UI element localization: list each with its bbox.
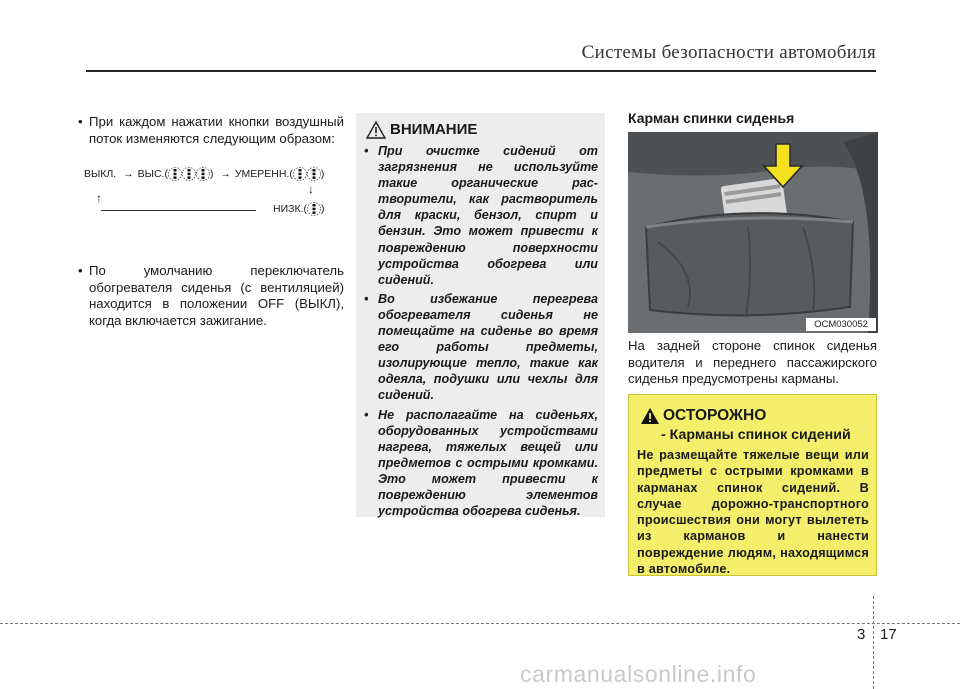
caution-box	[356, 113, 605, 517]
fan-level-icon	[307, 166, 321, 182]
fan-level-icon	[168, 166, 182, 182]
mode-off-label: ВЫКЛ.	[84, 167, 117, 180]
bullet-airflow-text: При каждом нажатии кнопки воздушный поток изменяются следующим образом:	[89, 114, 344, 146]
mode-medium-label: УМЕРЕНН.(	[234, 167, 293, 180]
mode-low-label: НИЗК.(	[273, 202, 308, 215]
header-rule	[86, 70, 876, 72]
fan-level-icon	[307, 201, 321, 217]
arrow-right-icon: →	[220, 167, 231, 180]
mode-medium-close: )	[320, 167, 325, 180]
bullet-default-off	[78, 263, 344, 329]
caution-item	[364, 291, 598, 404]
caution-item	[364, 407, 598, 520]
caution-item-text: Во избежание перегрева обогревателя сиденья не помещайте на сиденье во время его работы предметы, изолирующие тепло, такие как одеяла, подушки или чехлы для сидений.	[378, 291, 598, 403]
arrow-down-icon: ↓	[308, 182, 314, 196]
section-title: Карман спинки сиденья	[628, 110, 795, 126]
watermark: carmanualsonline.info	[520, 661, 757, 687]
caution-icon	[366, 121, 386, 144]
warning-text: Не размещайте тяжелые вещи или предметы с острыми кромками в карманах спинок сидений. В случае дорожно-транспортного происшествия они могут вылететь из карманов и нанести повреждение людям, находящимся в автомобиле.	[637, 448, 869, 577]
mode-high-close: )	[209, 167, 214, 180]
diagram-return-line	[101, 210, 256, 211]
footer-divider	[873, 596, 874, 689]
fan-level-icon	[293, 166, 307, 182]
fan-level-icon	[196, 166, 210, 182]
photo-label: OCM030052	[806, 318, 876, 331]
arrow-up-icon: ↑	[96, 191, 102, 205]
mode-low-close: )	[321, 202, 325, 215]
caution-item-text: Не располагайте на сиденьях, оборудованных устройствами нагрева, тяжелых вещей или предметов с острыми кромками. Это может привести к повреждению элементов устройства обогрева сиденья.	[378, 407, 598, 519]
bullet-airflow-cycle	[78, 114, 344, 147]
page-header-title: Системы безопасности автомобиля	[581, 42, 876, 63]
warning-icon	[640, 407, 660, 430]
arrow-right-icon: →	[123, 167, 134, 180]
warning-subtitle: - Карманы спинок сидений	[661, 427, 851, 443]
warning-title: ОСТОРОЖНО	[663, 407, 767, 424]
bullet-default-off-text: По умолчанию переключатель обогревателя сиденья (с вентиляцией) находится в положении OFF (ВЫКЛ), когда включается зажигание.	[89, 263, 344, 328]
caution-item-text: При очистке сидений от загрязнения не используйте такие органические рас-творители, как растворитель для краски, бензол, спирт и бензин. Это может привести к повреждению поверхности устройства обогрева или сидений.	[378, 144, 598, 287]
pocket-paragraph: На задней стороне спинок сиденья водителя и переднего пассажирского сиденья предусмотрены карманы.	[628, 338, 877, 386]
page-number: 17	[880, 626, 897, 643]
caution-title: ВНИМАНИЕ	[390, 121, 478, 138]
warning-box	[628, 394, 877, 576]
caution-item	[364, 143, 598, 288]
chapter-number: 3	[857, 626, 866, 643]
fan-level-icon	[182, 166, 196, 182]
footer-rule	[0, 623, 960, 624]
seatback-pocket-photo	[628, 132, 878, 333]
mode-cycle-diagram	[84, 163, 344, 221]
mode-high-label: ВЫС.(	[137, 167, 168, 180]
